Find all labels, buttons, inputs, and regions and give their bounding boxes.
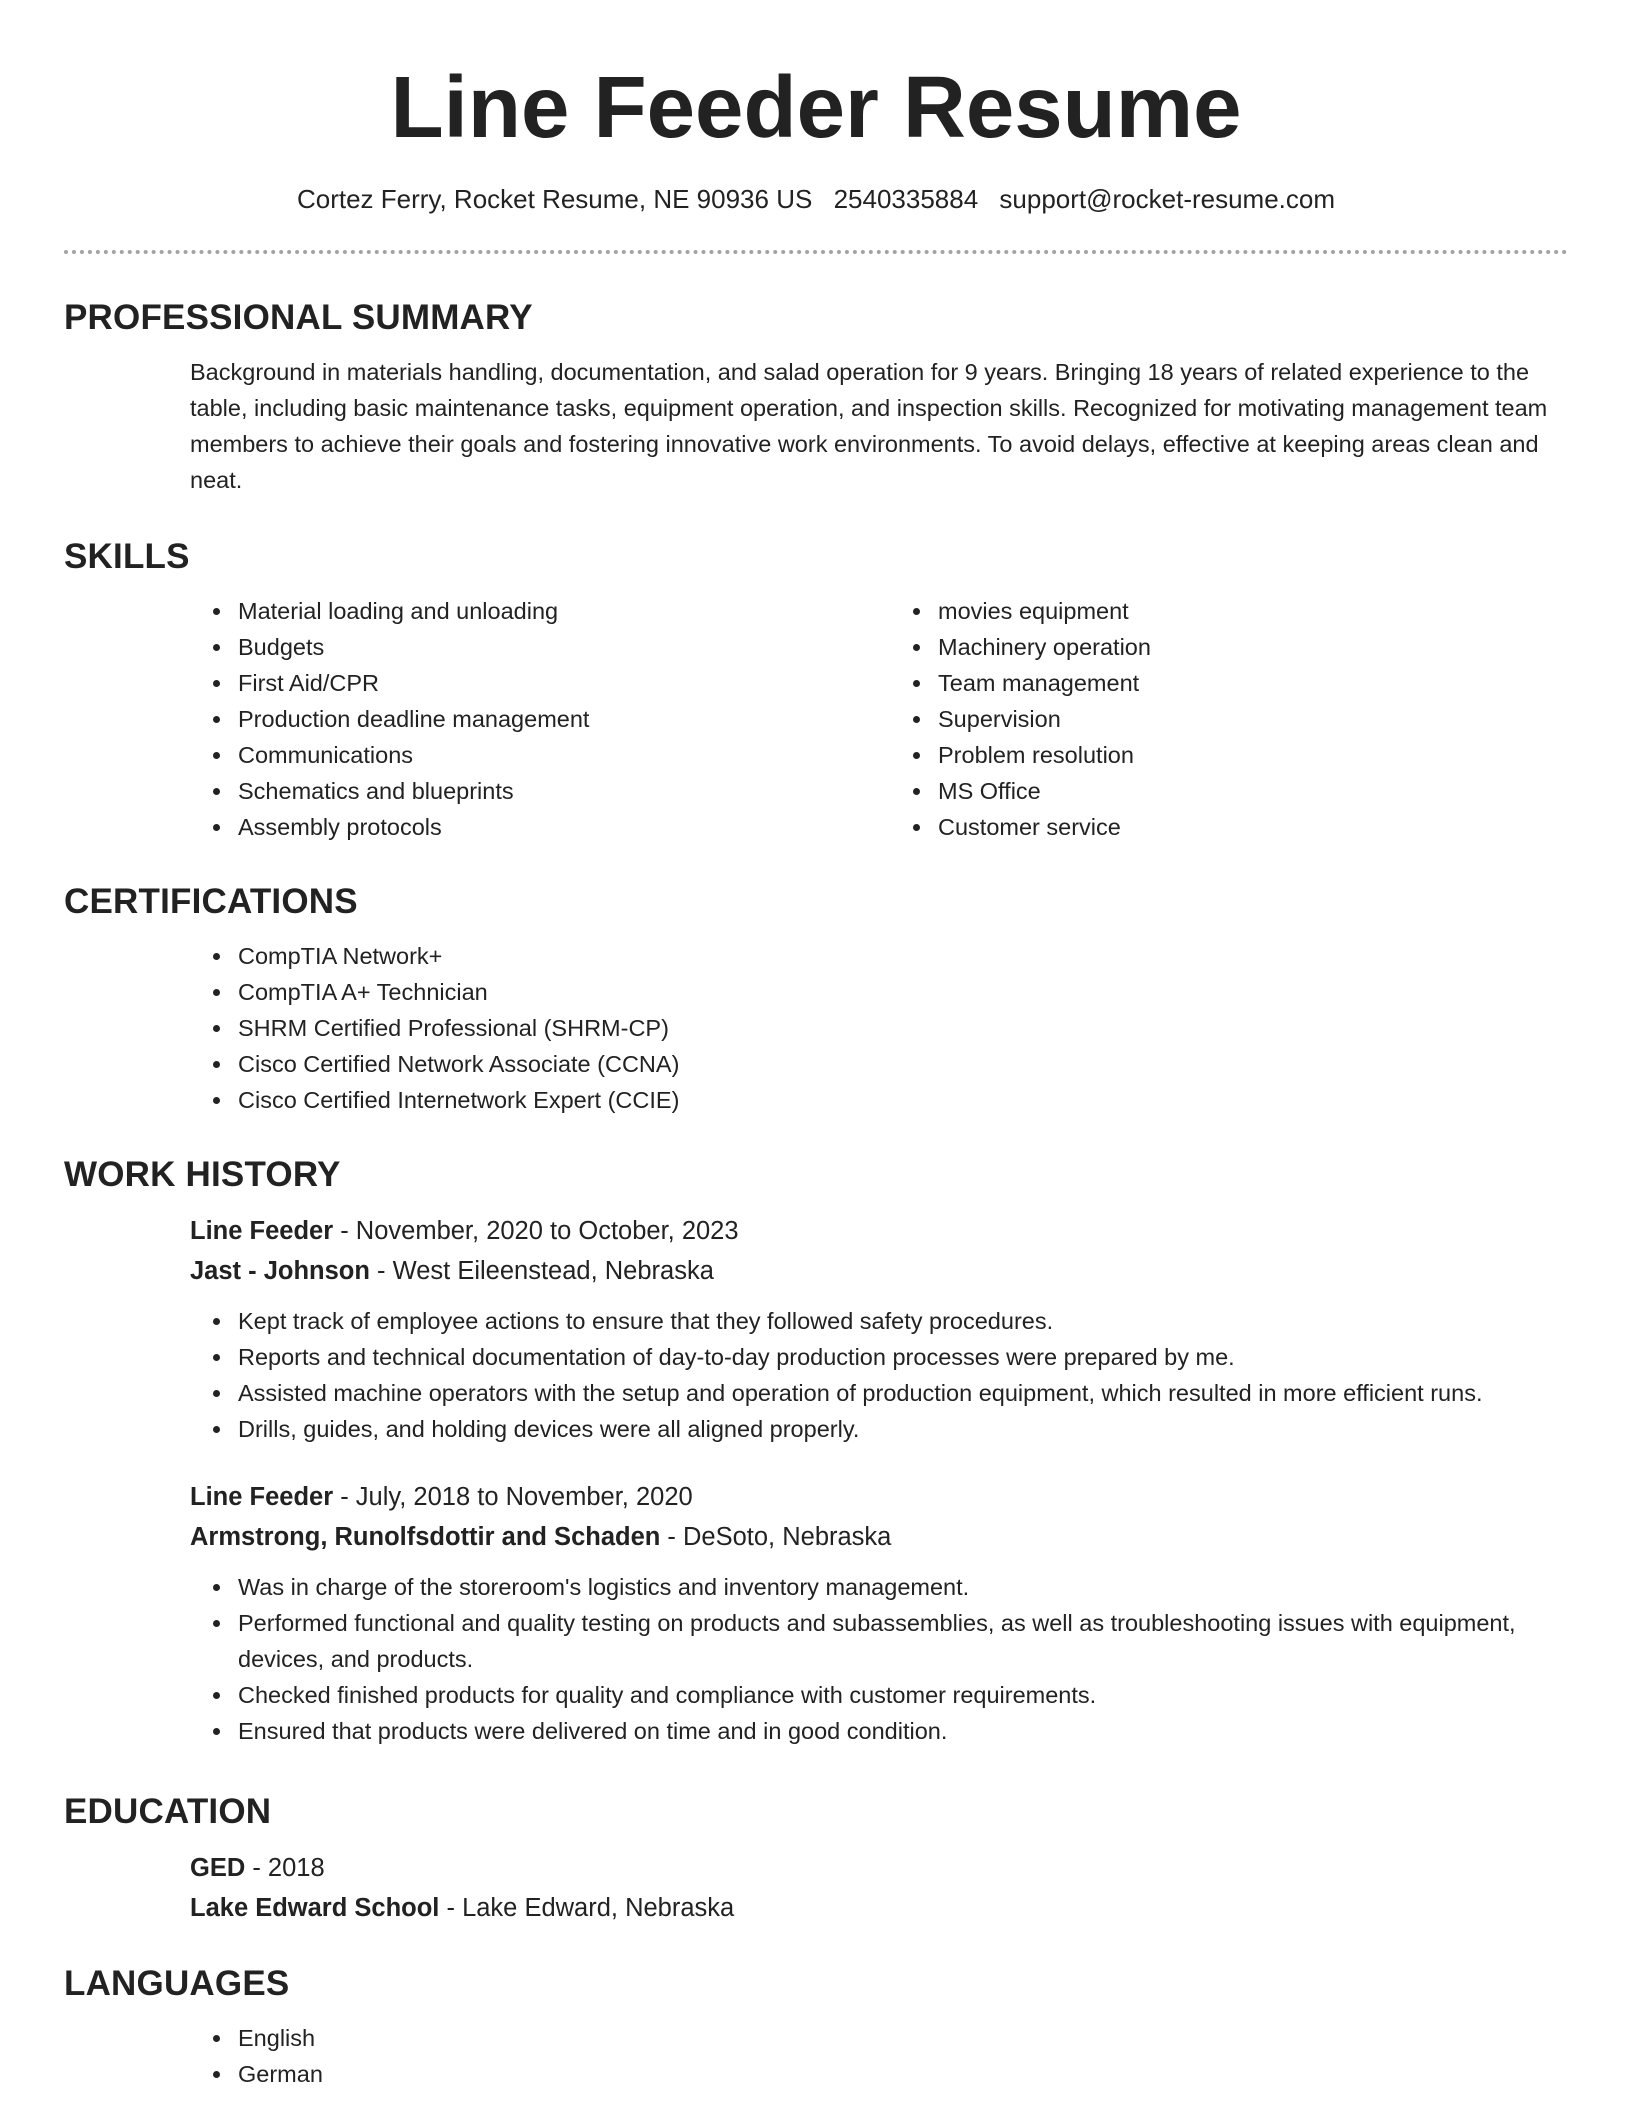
list-item: • Ensured that products were delivered on time and in good condition. [234,1713,1568,1749]
contact-email: support@rocket-resume.com [999,184,1336,214]
header-divider [64,250,1568,254]
job-bullets [64,1569,1568,1749]
list-item: • Checked finished products for quality and compliance with customer requirements. [234,1677,1568,1713]
section-heading-skills: SKILLS [64,537,190,576]
list-item: • German [234,2056,1568,2092]
list-item: • Schematics and blueprints [234,773,914,809]
list-item: • Assisted machine operators with the setup and operation of production equipment, which resulted in more efficient runs. [234,1375,1568,1411]
education-school-line [190,1888,1568,1928]
list-item: • Reports and technical documentation of day-to-day production processes were prepared by me. [234,1339,1568,1375]
education-year: - 2018 [245,1854,325,1882]
job-title: Line Feeder [190,1217,334,1245]
skills-list-right [914,593,1614,845]
job-title-line [190,1211,1568,1251]
list-item: • movies equipment [934,593,1614,629]
list-item: • CompTIA Network+ [234,938,1568,974]
skills-section [64,535,1568,845]
certifications-list [64,938,1568,1118]
list-item: • SHRM Certified Professional (SHRM-CP) [234,1010,1568,1046]
list-item: • Machinery operation [934,629,1614,665]
job-company-line [190,1517,1568,1557]
list-item: • Team management [934,665,1614,701]
list-item: • Supervision [934,701,1614,737]
list-item: • CompTIA A+ Technician [234,974,1568,1010]
education-entry [64,1848,1568,1928]
summary-text: Background in materials handling, documentation, and salad operation for 9 years. Bringing 18 years of related experience to the table, including basic maintenance tasks, equipment operation, and inspection skills. Recognized for motivating management team members to achieve their goals and fostering innovative work environments. To avoid delays, effective at keeping areas clean and neat. [190,359,1548,493]
list-item: • Assembly protocols [234,809,914,845]
skills-columns [64,593,1568,845]
list-item: • Performed functional and quality testing on products and subassemblies, as well as troubleshooting issues with equipment, devices, and products. [234,1605,1568,1677]
list-item: • Customer service [934,809,1614,845]
contact-address: Cortez Ferry, Rocket Resume, NE 90936 US [296,184,813,214]
list-item: • English [234,2020,1568,2056]
job-dates: - July, 2018 to November, 2020 [333,1483,693,1511]
job-location: - West Eileenstead, Nebraska [369,1257,714,1285]
list-item: • Problem resolution [934,737,1614,773]
education-section [64,1790,1568,1928]
education-degree: GED [190,1854,246,1882]
languages-list [64,2020,1568,2092]
list-item: • Kept track of employee actions to ensure that they followed safety procedures. [234,1303,1568,1339]
education-location: - Lake Edward, Nebraska [439,1894,735,1922]
contact-line [0,181,1632,217]
contact-phone: 2540335884 [833,184,979,214]
education-school: Lake Edward School [190,1894,440,1922]
section-heading-work-history: WORK HISTORY [64,1155,341,1194]
job-entry [64,1477,1568,1749]
section-heading-certifications: CERTIFICATIONS [64,882,358,921]
work-history-section [64,1153,1568,1749]
list-item: • Communications [234,737,914,773]
job-company: Armstrong, Runolfsdottir and Schaden [190,1523,661,1551]
languages-section [64,1962,1568,2092]
section-heading-education: EDUCATION [64,1792,272,1831]
list-item: • Production deadline management [234,701,914,737]
job-company-line [190,1251,1568,1291]
resume-title: Line Feeder Resume [390,59,1242,156]
job-bullets [64,1303,1568,1447]
job-title: Line Feeder [190,1483,334,1511]
certifications-section [64,880,1568,1118]
list-item: • MS Office [934,773,1614,809]
job-entry [64,1211,1568,1447]
list-item: • Was in charge of the storeroom's logistics and inventory management. [234,1569,1568,1605]
education-degree-line [190,1848,1568,1888]
list-item: • First Aid/CPR [234,665,914,701]
list-item: • Cisco Certified Network Associate (CCNA) [234,1046,1568,1082]
list-item: • Cisco Certified Internetwork Expert (CCIE) [234,1082,1568,1118]
list-item: • Drills, guides, and holding devices were all aligned properly. [234,1411,1568,1447]
job-dates: - November, 2020 to October, 2023 [333,1217,739,1245]
job-company: Jast - Johnson [190,1257,370,1285]
section-heading-summary: PROFESSIONAL SUMMARY [64,298,533,337]
list-item: • Budgets [234,629,914,665]
summary-section [64,296,1568,498]
skills-list-left [64,593,914,845]
section-heading-languages: LANGUAGES [64,1964,290,2003]
list-item: • Material loading and unloading [234,593,914,629]
job-location: - DeSoto, Nebraska [660,1523,892,1551]
job-title-line [190,1477,1568,1517]
